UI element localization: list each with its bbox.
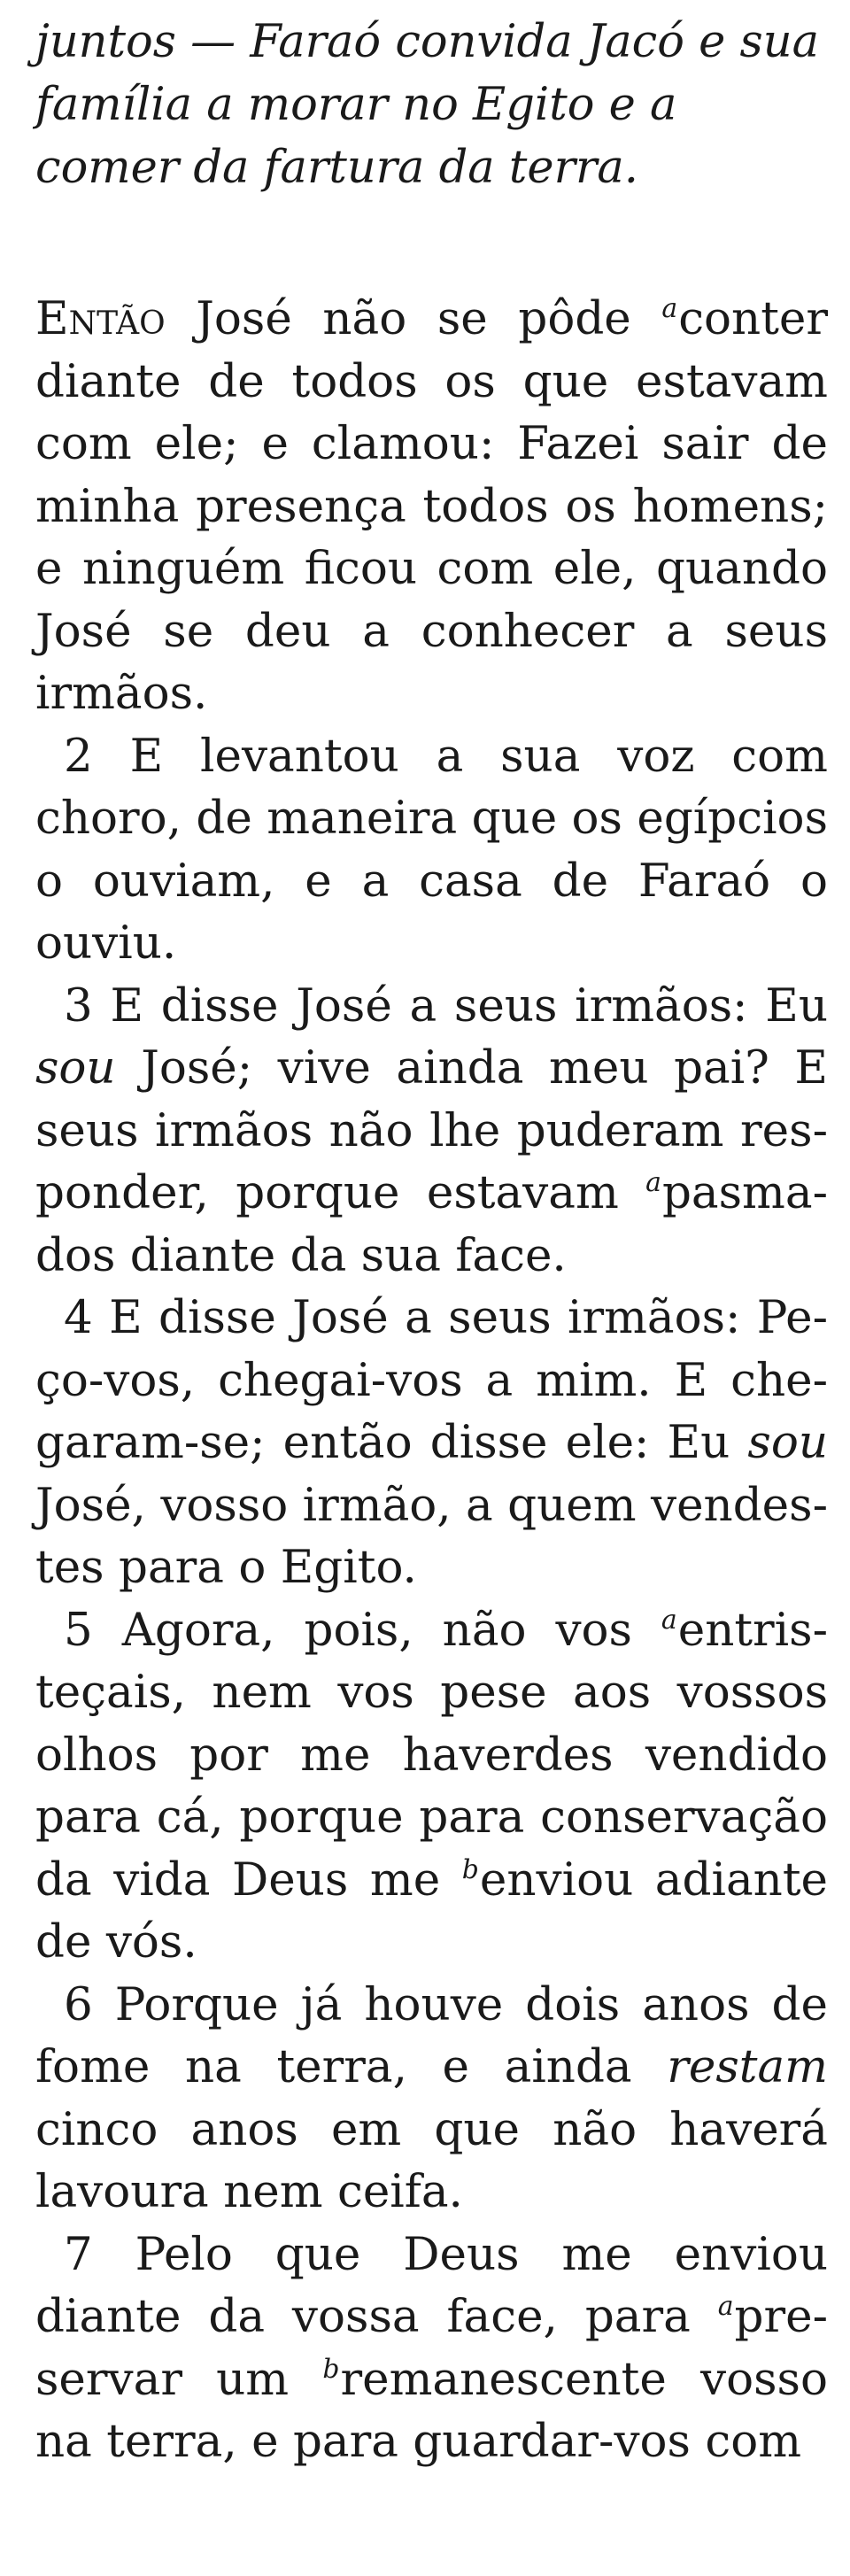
verse-4 <box>35 1287 828 1599</box>
verse-5-text-b: entristeçais, nem vos pese aos vossos olhos por me haverdes vendido para cá, porque para conservação da vida Deus me <box>35 1603 828 1907</box>
verse-3 <box>35 975 828 1288</box>
verse-7 <box>35 2224 828 2473</box>
verse-5 <box>35 1599 828 1974</box>
verse-6-text-a: 6 Porque já houve dois anos de fome na terra, e ainda <box>35 1977 828 2093</box>
verse-1 <box>35 288 828 725</box>
verse-2 <box>35 725 828 975</box>
verse-3-text-c: pasmados diante da sua face. <box>35 1166 828 1282</box>
scripture-page <box>35 11 828 2473</box>
verse-3-text-b: José; vive ainda meu pai? E seus irmãos não lhe puderam responder, porque estavam <box>35 1041 828 1219</box>
verse-6 <box>35 1974 828 2224</box>
verse-6-italic: restam <box>667 2040 828 2093</box>
verse-1-lead-word: Então <box>35 292 166 345</box>
verse-6-text-b: cinco anos em que não haverá lavoura nem ceifa. <box>35 2102 828 2218</box>
verse-4-italic: sou <box>747 1416 828 1469</box>
footnote-marker[interactable]: a <box>661 1604 677 1636</box>
verse-5-text-a: 5 Agora, pois, não vos <box>64 1603 661 1657</box>
verse-4-text-a: 4 E disse José a seus irmãos: Peço-vos, chegai-vos a mim. E chegaram-se; então disse ele: Eu <box>35 1291 828 1469</box>
verse-2-text: 2 E levantou a sua voz com choro, de maneira que os egípcios o ouviam, e a casa de Faraó o ouviu. <box>35 729 828 970</box>
verse-7-text-c: remanescente vosso na terra, e para guardar-vos com <box>35 2352 828 2468</box>
verse-3-text-a: 3 E disse José a seus irmãos: Eu <box>64 979 828 1033</box>
verse-3-italic: sou <box>35 1041 116 1095</box>
verse-1-text-b: conter diante de todos os que estavam com ele; e clamou: Fazei sair de minha presença todos os homens; e ninguém ficou com ele, quando José se deu a conhecer a seus irmãos. <box>35 292 828 720</box>
footnote-marker[interactable]: b <box>461 1853 479 1885</box>
verse-7-text-a: 7 Pelo que Deus me enviou diante da vossa face, para <box>35 2227 828 2343</box>
verse-1-text-a: José não se pôde <box>165 292 662 345</box>
footnote-marker[interactable]: a <box>661 293 678 325</box>
footnote-marker[interactable]: b <box>322 2353 340 2385</box>
footnote-marker[interactable]: a <box>645 1167 661 1199</box>
chapter-summary: juntos — Faraó convida Jacó e sua família a morar no Egito e a comer da fartura da terra. <box>35 16 819 194</box>
footnote-marker[interactable]: a <box>717 2291 734 2323</box>
verse-7-text-b: preservar um <box>35 2290 828 2406</box>
verse-4-text-b: José, vosso irmão, a quem vendestes para o Egito. <box>35 1478 828 1594</box>
verse-5-text-c: enviou adiante de vós. <box>35 1853 828 1969</box>
